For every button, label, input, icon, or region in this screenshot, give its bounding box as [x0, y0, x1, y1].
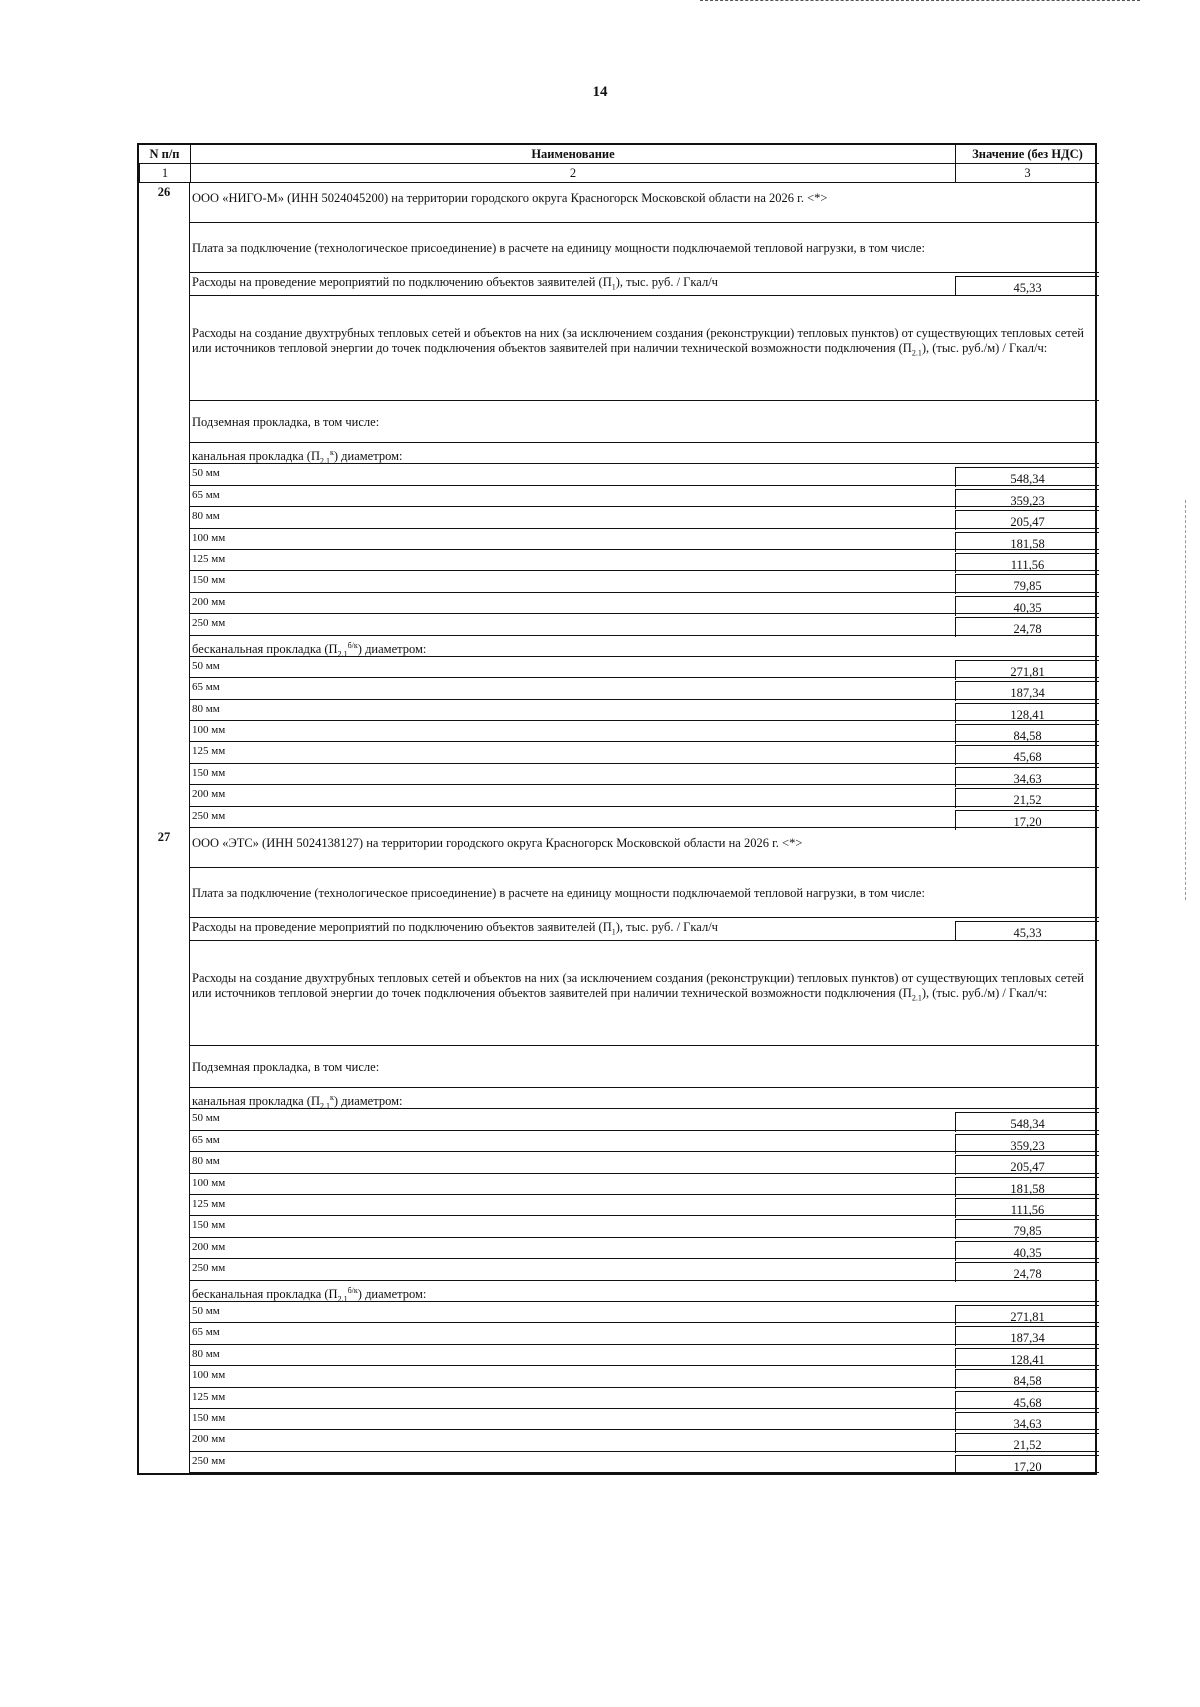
block-rows [190, 828, 1099, 1473]
index-2: 2 [190, 164, 955, 183]
cell-value: 187,34 [955, 1326, 1099, 1346]
company-name: ООО «ЭТС» (ИНН 5024138127) на территории городского округа Красногорск Московской области на 2026 г. <*> [192, 836, 803, 851]
table-row [190, 1195, 1099, 1216]
cell-value: 45,68 [955, 1391, 1099, 1411]
diameter: 80 мм [192, 510, 220, 523]
p1-value: 45,33 [955, 276, 1099, 296]
fee-label: Плата за подключение (технологическое присоединение) в расчете на единицу мощности подключаемой тепловой нагрузки, в том числе: [192, 241, 925, 255]
cell-value: 21,52 [955, 788, 1099, 808]
diameter: 80 мм [192, 1347, 220, 1360]
table-row [190, 1109, 1099, 1130]
diameter: 150 мм [192, 1219, 226, 1232]
cell-value: 128,41 [955, 1348, 1099, 1368]
diameter: 100 мм [192, 1369, 226, 1382]
cell-value: 21,52 [955, 1433, 1099, 1453]
cell-value: 359,23 [955, 1134, 1099, 1154]
index-1: 1 [139, 164, 190, 183]
cell-value: 548,34 [955, 1112, 1099, 1132]
diameter: 50 мм [192, 467, 220, 480]
underground-label: Подземная прокладка, в том числе: [192, 1060, 380, 1075]
table-row [190, 1388, 1099, 1409]
nochannel-label: бесканальная прокладка $(П_{2.1}^{б/к})$ диаметром: [192, 1285, 427, 1304]
top-edge-line [700, 0, 1140, 1]
table-row [190, 1152, 1099, 1173]
diameter: 150 мм [192, 1411, 226, 1424]
diameter: 100 мм [192, 1176, 226, 1189]
cell-value: 34,63 [955, 1412, 1099, 1432]
cell-value: 111,56 [955, 553, 1099, 573]
diameter: 65 мм [192, 488, 220, 501]
table-row [190, 1216, 1099, 1237]
table-row [190, 529, 1099, 550]
diameter: 80 мм [192, 1155, 220, 1168]
table-row [190, 593, 1099, 614]
diameter: 250 мм [192, 1454, 226, 1467]
cell-value: 181,58 [955, 1177, 1099, 1197]
table-row [190, 1452, 1099, 1473]
table-block [137, 828, 1097, 1475]
cell-value: 548,34 [955, 467, 1099, 487]
diameter: 250 мм [192, 1262, 226, 1275]
diameter: 200 мм [192, 788, 226, 801]
channel-header-row [190, 443, 1099, 464]
fee-label: Плата за подключение (технологическое присоединение) в расчете на единицу мощности подключаемой тепловой нагрузки, в том числе: [192, 886, 925, 901]
row-number: 27 [139, 828, 190, 1473]
cell-value: 24,78 [955, 617, 1099, 637]
underground-row [190, 1046, 1099, 1088]
table-row [190, 700, 1099, 721]
p1-row [190, 918, 1099, 941]
table-row [190, 614, 1099, 635]
page-number: 14 [592, 84, 608, 100]
table-body [137, 183, 1097, 1475]
table-row [190, 1366, 1099, 1387]
p1-row [190, 273, 1099, 296]
cell-value: 40,35 [955, 596, 1099, 616]
channel-header-row [190, 1088, 1099, 1109]
company-name: ООО «НИГО-М» (ИНН 5024045200) на территории городского округа Красногорск Московской области на 2026 г. <*> [192, 191, 828, 205]
diameter: 125 мм [192, 1197, 226, 1210]
diameter: 65 мм [192, 1133, 220, 1146]
table-row [190, 1238, 1099, 1259]
company-row [190, 183, 1099, 223]
channel-label: канальная прокладка $(П_{2.1}^к)$ диаметром: [192, 448, 403, 466]
diameter: 150 мм [192, 574, 226, 587]
cell-value: 271,81 [955, 660, 1099, 680]
p21-label: Расходы на создание двухтрубных тепловых сетей и объектов на них (за исключением создания (реконструкции) тепловых пунктов) от существующих тепловых сетей или источников тепловой энергии до точек подключения объектов заявителей при наличии технической возможности подключения $(П_{2.1})$, (тыс. руб./м) / Гкал/ч: [192, 326, 1084, 358]
table-row [190, 1430, 1099, 1451]
table-row [190, 678, 1099, 699]
table-row [190, 1323, 1099, 1344]
cell-value: 84,58 [955, 1369, 1099, 1389]
table-row [190, 742, 1099, 763]
p21-row [190, 941, 1099, 1046]
table-header [137, 143, 1097, 183]
row-number: 26 [139, 183, 190, 828]
scan-edge-mark [1184, 500, 1186, 900]
diameter: 200 мм [192, 1240, 226, 1253]
cell-value: 79,85 [955, 574, 1099, 594]
cell-value: 34,63 [955, 767, 1099, 787]
tariff-table [137, 143, 1097, 1475]
header-num: N п/п [139, 145, 190, 164]
table-row [190, 1345, 1099, 1366]
p1-label: Расходы на проведение мероприятий по подключению объектов заявителей $(П_1)$, тыс. руб. / Гкал/ч [192, 920, 718, 937]
cell-value: 24,78 [955, 1262, 1099, 1282]
table-row [190, 721, 1099, 742]
block-rows [190, 183, 1099, 828]
table-row [190, 571, 1099, 592]
p1-label: Расходы на проведение мероприятий по подключению объектов заявителей $(П_1)$, тыс. руб. / Гкал/ч [192, 275, 718, 292]
nochannel-label: бесканальная прокладка $(П_{2.1}^{б/к})$ диаметром: [192, 640, 427, 659]
table-row [190, 464, 1099, 485]
diameter: 100 мм [192, 531, 226, 544]
diameter: 100 мм [192, 724, 226, 737]
cell-value: 205,47 [955, 510, 1099, 530]
diameter: 50 мм [192, 1304, 220, 1317]
diameter: 150 мм [192, 766, 226, 779]
table-row [190, 1259, 1099, 1280]
p1-value: 45,33 [955, 921, 1099, 941]
cell-value: 359,23 [955, 489, 1099, 509]
cell-value: 187,34 [955, 681, 1099, 701]
cell-value: 128,41 [955, 703, 1099, 723]
cell-value: 205,47 [955, 1155, 1099, 1175]
underground-row [190, 401, 1099, 443]
p21-label: Расходы на создание двухтрубных тепловых сетей и объектов на них (за исключением создания (реконструкции) тепловых пунктов) от существующих тепловых сетей или источников тепловой энергии до точек подключения объектов заявителей при наличии технической возможности подключения $(П_{2.1})$, (тыс. руб./м) / Гкал/ч: [192, 971, 1084, 1003]
table-row [190, 486, 1099, 507]
fee-row [190, 868, 1099, 918]
nochannel-header-row [190, 1281, 1099, 1302]
diameter: 125 мм [192, 552, 226, 565]
table-block [137, 183, 1097, 828]
table-row [190, 807, 1099, 828]
cell-value: 40,35 [955, 1241, 1099, 1261]
underground-label: Подземная прокладка, в том числе: [192, 415, 380, 429]
diameter: 125 мм [192, 1390, 226, 1403]
index-3: 3 [955, 164, 1099, 183]
company-row [190, 828, 1099, 868]
cell-value: 84,58 [955, 724, 1099, 744]
table-row [190, 764, 1099, 785]
diameter: 50 мм [192, 659, 220, 672]
diameter: 80 мм [192, 702, 220, 715]
table-row [190, 785, 1099, 806]
diameter: 250 мм [192, 617, 226, 630]
diameter: 65 мм [192, 1326, 220, 1339]
diameter: 125 мм [192, 745, 226, 758]
diameter: 50 мм [192, 1112, 220, 1125]
diameter: 200 мм [192, 595, 226, 608]
diameter: 65 мм [192, 681, 220, 694]
diameter: 200 мм [192, 1433, 226, 1446]
cell-value: 181,58 [955, 532, 1099, 552]
diameter: 250 мм [192, 809, 226, 822]
cell-value: 45,68 [955, 745, 1099, 765]
cell-value: 271,81 [955, 1305, 1099, 1325]
table-row [190, 1174, 1099, 1195]
cell-value: 111,56 [955, 1198, 1099, 1218]
table-row [190, 507, 1099, 528]
table-row [190, 1131, 1099, 1152]
table-row [190, 1302, 1099, 1323]
header-name: Наименование [190, 145, 955, 164]
channel-label: канальная прокладка $(П_{2.1}^к)$ диаметром: [192, 1093, 403, 1111]
table-row [190, 657, 1099, 678]
fee-row [190, 223, 1099, 273]
cell-value: 17,20 [955, 1455, 1099, 1475]
cell-value: 79,85 [955, 1219, 1099, 1239]
p21-row [190, 296, 1099, 401]
cell-value: 17,20 [955, 810, 1099, 830]
nochannel-header-row [190, 636, 1099, 657]
table-row [190, 1409, 1099, 1430]
header-value: Значение (без НДС) [955, 145, 1099, 164]
table-row [190, 550, 1099, 571]
